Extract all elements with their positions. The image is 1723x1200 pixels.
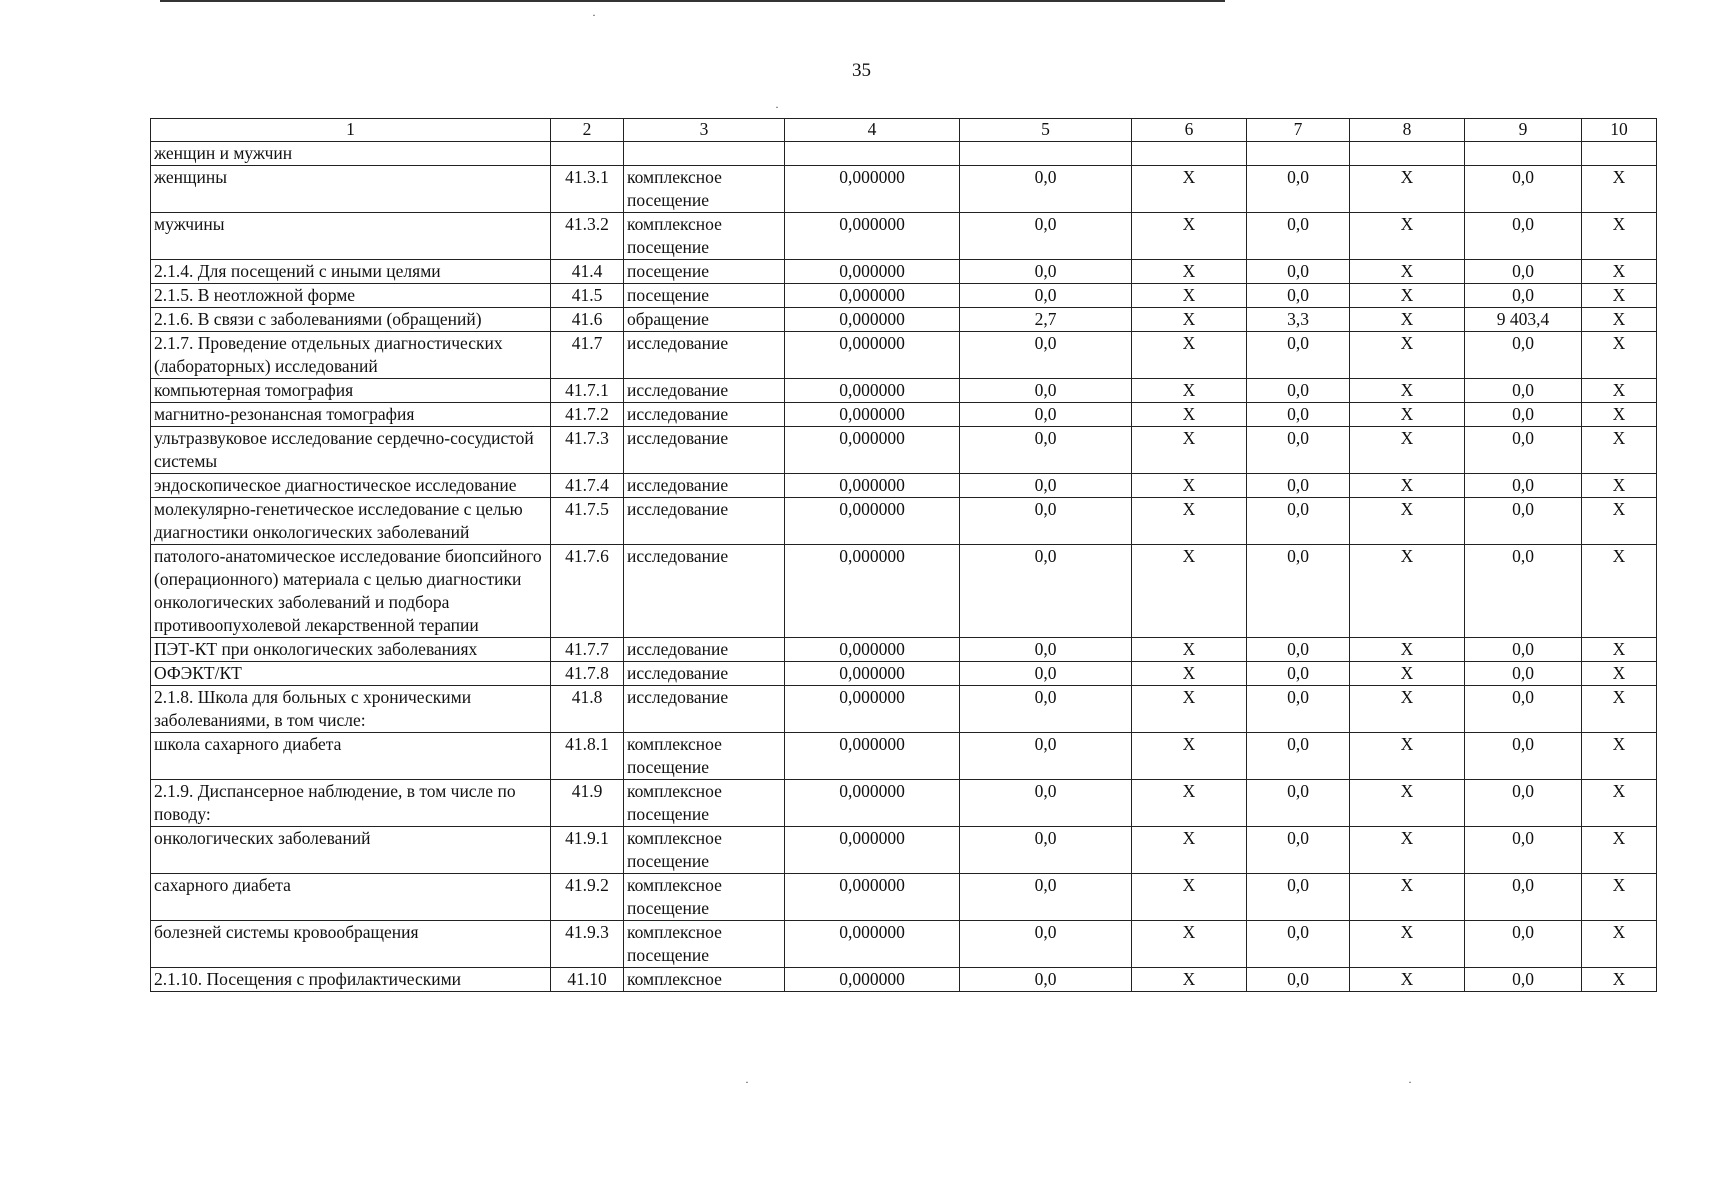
col10-value-cell: X — [1582, 874, 1657, 921]
col4-value-cell: 0,000000 — [785, 284, 960, 308]
col9-value-cell: 0,0 — [1465, 260, 1582, 284]
col4-value-cell: 0,000000 — [785, 921, 960, 968]
table-row — [151, 498, 1657, 545]
col7-value-cell: 0,0 — [1247, 474, 1350, 498]
col8-value-cell: X — [1350, 260, 1465, 284]
col4-value-cell: 0,000000 — [785, 545, 960, 638]
col7-value-cell: 0,0 — [1247, 968, 1350, 992]
col7-value-cell: 0,0 — [1247, 332, 1350, 379]
row-code-cell: 41.7.4 — [551, 474, 624, 498]
unit-cell: исследование — [624, 332, 785, 379]
col5-value-cell: 0,0 — [960, 545, 1132, 638]
unit-cell: исследование — [624, 379, 785, 403]
col5-value-cell: 0,0 — [960, 379, 1132, 403]
page-number: 35 — [852, 60, 871, 81]
col6-value-cell: X — [1132, 379, 1247, 403]
indicator-name-cell: женщин и мужчин — [151, 142, 551, 166]
table-row — [151, 166, 1657, 213]
row-code-cell: 41.7.7 — [551, 638, 624, 662]
col6-value-cell: X — [1132, 686, 1247, 733]
col9-value-cell — [1465, 142, 1582, 166]
col4-value-cell: 0,000000 — [785, 332, 960, 379]
table-row — [151, 284, 1657, 308]
col6-value-cell: X — [1132, 733, 1247, 780]
column-header: 8 — [1350, 119, 1465, 142]
column-header: 3 — [624, 119, 785, 142]
col5-value-cell: 0,0 — [960, 733, 1132, 780]
column-header: 7 — [1247, 119, 1350, 142]
col9-value-cell: 0,0 — [1465, 498, 1582, 545]
col8-value-cell: X — [1350, 638, 1465, 662]
col4-value-cell — [785, 142, 960, 166]
row-code-cell: 41.3.1 — [551, 166, 624, 213]
col5-value-cell: 0,0 — [960, 874, 1132, 921]
table-row — [151, 142, 1657, 166]
table-row — [151, 308, 1657, 332]
col4-value-cell: 0,000000 — [785, 379, 960, 403]
column-header: 10 — [1582, 119, 1657, 142]
col10-value-cell: X — [1582, 968, 1657, 992]
col6-value-cell: X — [1132, 968, 1247, 992]
col4-value-cell: 0,000000 — [785, 427, 960, 474]
col4-value-cell: 0,000000 — [785, 874, 960, 921]
unit-cell: исследование — [624, 686, 785, 733]
col5-value-cell: 0,0 — [960, 474, 1132, 498]
row-code-cell: 41.9.2 — [551, 874, 624, 921]
col4-value-cell: 0,000000 — [785, 474, 960, 498]
col6-value-cell: X — [1132, 780, 1247, 827]
col5-value-cell: 0,0 — [960, 332, 1132, 379]
table-row — [151, 827, 1657, 874]
col6-value-cell: X — [1132, 213, 1247, 260]
col9-value-cell: 0,0 — [1465, 379, 1582, 403]
col6-value-cell: X — [1132, 260, 1247, 284]
col6-value-cell: X — [1132, 662, 1247, 686]
col6-value-cell: X — [1132, 284, 1247, 308]
indicator-name-cell: женщины — [151, 166, 551, 213]
col9-value-cell: 0,0 — [1465, 780, 1582, 827]
row-code-cell: 41.6 — [551, 308, 624, 332]
indicator-name-cell: эндоскопическое диагностическое исследование — [151, 474, 551, 498]
col10-value-cell: X — [1582, 662, 1657, 686]
unit-cell: исследование — [624, 662, 785, 686]
column-header: 6 — [1132, 119, 1247, 142]
row-code-cell: 41.7.8 — [551, 662, 624, 686]
col7-value-cell: 0,0 — [1247, 638, 1350, 662]
col5-value-cell — [960, 142, 1132, 166]
table-row — [151, 545, 1657, 638]
col9-value-cell: 0,0 — [1465, 874, 1582, 921]
col6-value-cell: X — [1132, 308, 1247, 332]
indicator-name-cell: магнитно-резонансная томография — [151, 403, 551, 427]
indicator-name-cell: ПЭТ-КТ при онкологических заболеваниях — [151, 638, 551, 662]
col10-value-cell: X — [1582, 213, 1657, 260]
col7-value-cell: 0,0 — [1247, 498, 1350, 545]
col9-value-cell: 0,0 — [1465, 638, 1582, 662]
indicator-name-cell: мужчины — [151, 213, 551, 260]
col4-value-cell: 0,000000 — [785, 686, 960, 733]
col5-value-cell: 0,0 — [960, 403, 1132, 427]
col8-value-cell: X — [1350, 166, 1465, 213]
table-row — [151, 260, 1657, 284]
col10-value-cell: X — [1582, 686, 1657, 733]
table-row — [151, 474, 1657, 498]
col4-value-cell: 0,000000 — [785, 213, 960, 260]
row-code-cell: 41.7.5 — [551, 498, 624, 545]
unit-cell: комплексное посещение — [624, 733, 785, 780]
col9-value-cell: 0,0 — [1465, 921, 1582, 968]
col10-value-cell: X — [1582, 332, 1657, 379]
col7-value-cell: 0,0 — [1247, 403, 1350, 427]
indicator-name-cell: 2.1.5. В неотложной форме — [151, 284, 551, 308]
table-row — [151, 662, 1657, 686]
col5-value-cell: 0,0 — [960, 662, 1132, 686]
col5-value-cell: 0,0 — [960, 968, 1132, 992]
col8-value-cell: X — [1350, 545, 1465, 638]
col7-value-cell: 0,0 — [1247, 733, 1350, 780]
unit-cell: комплексное посещение — [624, 213, 785, 260]
col8-value-cell: X — [1350, 284, 1465, 308]
col7-value-cell: 0,0 — [1247, 780, 1350, 827]
unit-cell: исследование — [624, 638, 785, 662]
unit-cell: комплексное посещение — [624, 780, 785, 827]
col8-value-cell: X — [1350, 780, 1465, 827]
table-row — [151, 379, 1657, 403]
unit-cell: комплексное посещение — [624, 921, 785, 968]
col10-value-cell: X — [1582, 308, 1657, 332]
column-header: 2 — [551, 119, 624, 142]
col9-value-cell: 0,0 — [1465, 474, 1582, 498]
col5-value-cell: 0,0 — [960, 166, 1132, 213]
indicator-name-cell: сахарного диабета — [151, 874, 551, 921]
col7-value-cell — [1247, 142, 1350, 166]
col6-value-cell: X — [1132, 874, 1247, 921]
row-code-cell: 41.4 — [551, 260, 624, 284]
indicator-name-cell: патолого-анатомическое исследование биопсийного (операционного) материала с целью диагностики онкологических заболеваний и подбора противоопухолевой лекарственной терапии — [151, 545, 551, 638]
table-row — [151, 968, 1657, 992]
row-code-cell: 41.8.1 — [551, 733, 624, 780]
column-header: 5 — [960, 119, 1132, 142]
col7-value-cell: 0,0 — [1247, 379, 1350, 403]
unit-cell: исследование — [624, 403, 785, 427]
col4-value-cell: 0,000000 — [785, 780, 960, 827]
col4-value-cell: 0,000000 — [785, 260, 960, 284]
col10-value-cell: X — [1582, 403, 1657, 427]
col9-value-cell: 0,0 — [1465, 733, 1582, 780]
col9-value-cell: 9 403,4 — [1465, 308, 1582, 332]
col8-value-cell: X — [1350, 827, 1465, 874]
indicator-name-cell: 2.1.6. В связи с заболеваниями (обращений) — [151, 308, 551, 332]
col6-value-cell: X — [1132, 545, 1247, 638]
col7-value-cell: 3,3 — [1247, 308, 1350, 332]
unit-cell: комплексное посещение — [624, 166, 785, 213]
col5-value-cell: 0,0 — [960, 921, 1132, 968]
col7-value-cell: 0,0 — [1247, 921, 1350, 968]
indicator-name-cell: 2.1.8. Школа для больных с хроническими заболеваниями, в том числе: — [151, 686, 551, 733]
unit-cell: обращение — [624, 308, 785, 332]
row-code-cell: 41.9 — [551, 780, 624, 827]
scan-speck: · — [1408, 1075, 1412, 1089]
row-code-cell: 41.7.1 — [551, 379, 624, 403]
col6-value-cell: X — [1132, 498, 1247, 545]
indicator-name-cell: ультразвуковое исследование сердечно-сосудистой системы — [151, 427, 551, 474]
col6-value-cell: X — [1132, 166, 1247, 213]
col8-value-cell: X — [1350, 213, 1465, 260]
col4-value-cell: 0,000000 — [785, 498, 960, 545]
unit-cell: исследование — [624, 427, 785, 474]
col6-value-cell: X — [1132, 332, 1247, 379]
col6-value-cell: X — [1132, 427, 1247, 474]
col6-value-cell: X — [1132, 921, 1247, 968]
table-row — [151, 332, 1657, 379]
col8-value-cell: X — [1350, 733, 1465, 780]
col4-value-cell: 0,000000 — [785, 827, 960, 874]
col8-value-cell: X — [1350, 403, 1465, 427]
table-row — [151, 733, 1657, 780]
column-header: 1 — [151, 119, 551, 142]
unit-cell: комплексное посещение — [624, 827, 785, 874]
col9-value-cell: 0,0 — [1465, 332, 1582, 379]
col4-value-cell: 0,000000 — [785, 403, 960, 427]
col9-value-cell: 0,0 — [1465, 284, 1582, 308]
data-table — [150, 118, 1657, 992]
col5-value-cell: 0,0 — [960, 498, 1132, 545]
col4-value-cell: 0,000000 — [785, 662, 960, 686]
table-row — [151, 427, 1657, 474]
row-code-cell: 41.7.3 — [551, 427, 624, 474]
col9-value-cell: 0,0 — [1465, 662, 1582, 686]
col7-value-cell: 0,0 — [1247, 284, 1350, 308]
col6-value-cell: X — [1132, 403, 1247, 427]
col10-value-cell: X — [1582, 921, 1657, 968]
table-row — [151, 874, 1657, 921]
unit-cell: комплексное — [624, 968, 785, 992]
col10-value-cell: X — [1582, 733, 1657, 780]
header-row — [151, 119, 1657, 142]
col10-value-cell: X — [1582, 638, 1657, 662]
col9-value-cell: 0,0 — [1465, 166, 1582, 213]
unit-cell: исследование — [624, 498, 785, 545]
col9-value-cell: 0,0 — [1465, 686, 1582, 733]
col9-value-cell: 0,0 — [1465, 545, 1582, 638]
col8-value-cell: X — [1350, 686, 1465, 733]
unit-cell: комплексное посещение — [624, 874, 785, 921]
col7-value-cell: 0,0 — [1247, 874, 1350, 921]
row-code-cell: 41.7.2 — [551, 403, 624, 427]
unit-cell: посещение — [624, 284, 785, 308]
col8-value-cell — [1350, 142, 1465, 166]
col10-value-cell: X — [1582, 780, 1657, 827]
col10-value-cell: X — [1582, 284, 1657, 308]
scan-speck: · — [775, 100, 779, 114]
col10-value-cell: X — [1582, 379, 1657, 403]
indicator-name-cell: онкологических заболеваний — [151, 827, 551, 874]
col8-value-cell: X — [1350, 332, 1465, 379]
col5-value-cell: 0,0 — [960, 284, 1132, 308]
col10-value-cell: X — [1582, 427, 1657, 474]
unit-cell: исследование — [624, 474, 785, 498]
col8-value-cell: X — [1350, 662, 1465, 686]
scan-speck: · — [745, 1075, 749, 1089]
table-row — [151, 638, 1657, 662]
col9-value-cell: 0,0 — [1465, 968, 1582, 992]
col8-value-cell: X — [1350, 968, 1465, 992]
table-row — [151, 686, 1657, 733]
table-row — [151, 780, 1657, 827]
col10-value-cell: X — [1582, 260, 1657, 284]
row-code-cell: 41.7.6 — [551, 545, 624, 638]
unit-cell: исследование — [624, 545, 785, 638]
row-code-cell: 41.8 — [551, 686, 624, 733]
col5-value-cell: 0,0 — [960, 686, 1132, 733]
col5-value-cell: 0,0 — [960, 827, 1132, 874]
col10-value-cell: X — [1582, 166, 1657, 213]
col7-value-cell: 0,0 — [1247, 662, 1350, 686]
col7-value-cell: 0,0 — [1247, 686, 1350, 733]
col4-value-cell: 0,000000 — [785, 638, 960, 662]
col9-value-cell: 0,0 — [1465, 827, 1582, 874]
col4-value-cell: 0,000000 — [785, 968, 960, 992]
col5-value-cell: 0,0 — [960, 213, 1132, 260]
row-code-cell: 41.5 — [551, 284, 624, 308]
col4-value-cell: 0,000000 — [785, 308, 960, 332]
col10-value-cell: X — [1582, 545, 1657, 638]
row-code-cell: 41.3.2 — [551, 213, 624, 260]
scan-speck: · — [592, 8, 596, 22]
col8-value-cell: X — [1350, 427, 1465, 474]
row-code-cell: 41.10 — [551, 968, 624, 992]
top-rule — [160, 0, 1225, 2]
col7-value-cell: 0,0 — [1247, 427, 1350, 474]
column-header: 4 — [785, 119, 960, 142]
indicator-name-cell: 2.1.10. Посещения с профилактическими — [151, 968, 551, 992]
row-code-cell: 41.7 — [551, 332, 624, 379]
table-row — [151, 921, 1657, 968]
indicator-name-cell: 2.1.4. Для посещений с иными целями — [151, 260, 551, 284]
col9-value-cell: 0,0 — [1465, 213, 1582, 260]
col8-value-cell: X — [1350, 874, 1465, 921]
col5-value-cell: 2,7 — [960, 308, 1132, 332]
col5-value-cell: 0,0 — [960, 780, 1132, 827]
col6-value-cell: X — [1132, 827, 1247, 874]
col10-value-cell — [1582, 142, 1657, 166]
col4-value-cell: 0,000000 — [785, 166, 960, 213]
col8-value-cell: X — [1350, 498, 1465, 545]
col6-value-cell — [1132, 142, 1247, 166]
table-row — [151, 213, 1657, 260]
col7-value-cell: 0,0 — [1247, 166, 1350, 213]
col7-value-cell: 0,0 — [1247, 260, 1350, 284]
unit-cell — [624, 142, 785, 166]
row-code-cell — [551, 142, 624, 166]
col5-value-cell: 0,0 — [960, 260, 1132, 284]
table-body — [151, 142, 1657, 992]
indicator-name-cell: болезней системы кровообращения — [151, 921, 551, 968]
col8-value-cell: X — [1350, 308, 1465, 332]
col8-value-cell: X — [1350, 921, 1465, 968]
col8-value-cell: X — [1350, 474, 1465, 498]
col8-value-cell: X — [1350, 379, 1465, 403]
indicator-name-cell: компьютерная томография — [151, 379, 551, 403]
col5-value-cell: 0,0 — [960, 427, 1132, 474]
row-code-cell: 41.9.3 — [551, 921, 624, 968]
col5-value-cell: 0,0 — [960, 638, 1132, 662]
table-row — [151, 403, 1657, 427]
unit-cell: посещение — [624, 260, 785, 284]
col9-value-cell: 0,0 — [1465, 403, 1582, 427]
col10-value-cell: X — [1582, 498, 1657, 545]
indicator-name-cell: 2.1.7. Проведение отдельных диагностических (лабораторных) исследований — [151, 332, 551, 379]
col7-value-cell: 0,0 — [1247, 545, 1350, 638]
col10-value-cell: X — [1582, 474, 1657, 498]
col7-value-cell: 0,0 — [1247, 827, 1350, 874]
column-header: 9 — [1465, 119, 1582, 142]
col7-value-cell: 0,0 — [1247, 213, 1350, 260]
row-code-cell: 41.9.1 — [551, 827, 624, 874]
col6-value-cell: X — [1132, 638, 1247, 662]
col9-value-cell: 0,0 — [1465, 427, 1582, 474]
col10-value-cell: X — [1582, 827, 1657, 874]
col4-value-cell: 0,000000 — [785, 733, 960, 780]
col6-value-cell: X — [1132, 474, 1247, 498]
indicator-name-cell: 2.1.9. Диспансерное наблюдение, в том числе по поводу: — [151, 780, 551, 827]
indicator-name-cell: ОФЭКТ/КТ — [151, 662, 551, 686]
indicator-name-cell: молекулярно-генетическое исследование с целью диагностики онкологических заболеваний — [151, 498, 551, 545]
indicator-name-cell: школа сахарного диабета — [151, 733, 551, 780]
